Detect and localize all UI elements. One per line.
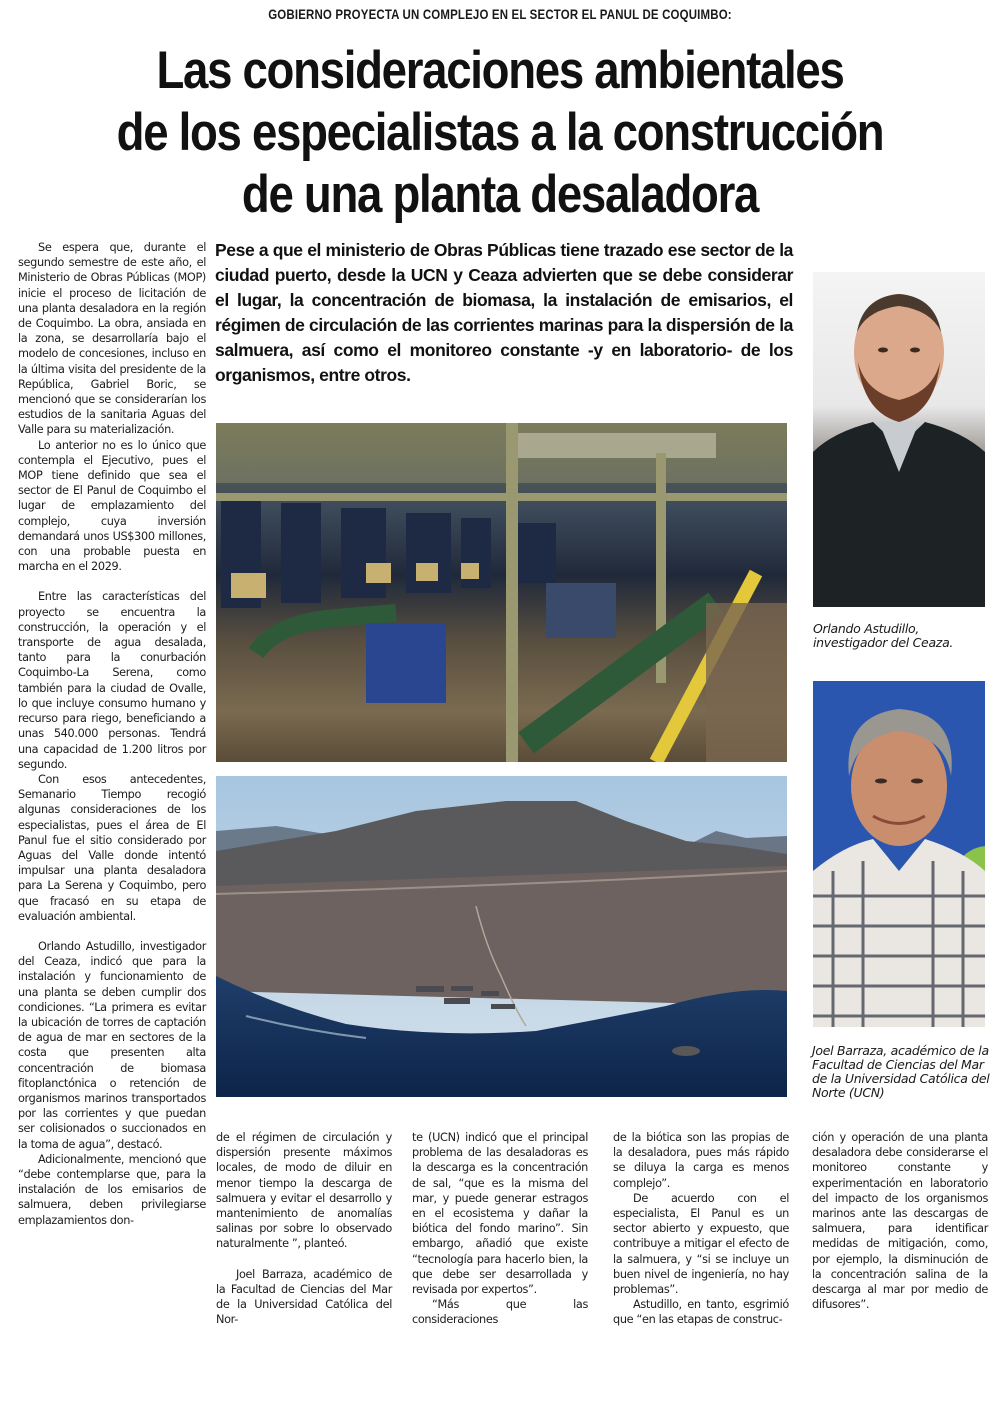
headline-line-3: de una planta desaladora: [241, 165, 759, 224]
aerial-coast-illustration: [216, 776, 787, 1097]
paragraph: de el régimen de circulación y dispersión presente máximos locales, de modo de diluir en menor tiempo la descarga de salmuera y evitar el desarrollo y mantenimiento de anomalías salinas por sobre lo observado naturalmente ”, planteó.: [216, 1131, 392, 1251]
body-column-5: [812, 1130, 988, 1312]
paragraph: Con esos antecedentes, Semanario Tiempo recogió algunas consideraciones de los especialistas, pues el área de El Panul fue el sitio considerado por Aguas del Valle donde intentó impulsar una planta desaladora para La Serena y Coquimbo, pero que fracasó en su etapa de evaluación ambiental.: [18, 772, 206, 923]
body-column-3: [412, 1130, 588, 1328]
lede-paragraph: Pese a que el ministerio de Obras Públicas tiene trazado ese sector de la ciudad puerto, desde la UCN y Ceaza advierten que se debe considerar el lugar, la concentración de biomasa, la instalación de emisarios, el régimen de circulación de las corrientes marinas para la dispersión de la salmuera, así como el monitoreo constante -y en laboratorio- de los organismos, entre otros.: [215, 240, 793, 385]
paragraph: Astudillo, en tanto, esgrimió que “en las etapas de construc-: [613, 1298, 789, 1327]
paragraph: Adicionalmente, mencionó que “debe contemplarse que, para la instalación de los emisarios de salmuera, deben privilegiarse emplazamientos don-: [18, 1152, 206, 1227]
paragraph: De acuerdo con el especialista, El Panul es un sector abierto y expuesto, que contribuye a mitigar el efecto de la salmuera, y “si se incluye un buen nivel de ingeniería, no hay problemas”.: [613, 1191, 789, 1297]
body-column-2: [216, 1130, 392, 1327]
body-column-1: [18, 240, 206, 1228]
plant-interior-illustration: [216, 423, 787, 762]
portrait-joel-barraza: [813, 681, 985, 1027]
portrait-orlando-astudillo: [813, 272, 985, 607]
paragraph: de la biótica son las propias de la desaladora, pues más rápido se diluya la carga es menos complejo”.: [613, 1131, 789, 1190]
headline: [0, 40, 1000, 226]
kicker: GOBIERNO PROYECTA UN COMPLEJO EN EL SECTOR EL PANUL DE COQUIMBO:: [268, 6, 732, 22]
caption-astudillo: Orlando Astudillo, investigador del Ceaza.: [813, 621, 954, 650]
headline-line-1: Las consideraciones ambientales: [156, 41, 844, 100]
body-column-4: [613, 1130, 789, 1328]
paragraph: Lo anterior no es lo único que contempla el Ejecutivo, pues el MOP tiene definido que sea el sector de El Panul de Coquimbo el lugar de emplazamiento del complejo, cuya inversión demandará unos US$300 millones, con una probable puesta en marcha en el 2029.: [18, 438, 206, 574]
paragraph: Se espera que, durante el segundo semestre de este año, el Ministerio de Obras Públicas (MOP) inicie el proceso de licitación de una planta desaladora en la región de Coquimbo. La obra, ansiada en la zona, se desarrollaría bajo el modelo de concesiones, incluso en la última visita del presidente de la República, Gabriel Boric, se mencionó que se considerarían los estudios de la sanitaria Aguas del Valle para su materialización.: [18, 241, 206, 437]
paragraph: te (UCN) indicó que el principal problema de las desaladoras es la descarga es la concentración de sal, “que es la misma del mar, y puede generar estragos en el ecosistema y dañar la biótica del fondo marino”. Sin embargo, añadió que existe “tecnología para hacerlo bien, la que debe ser desarrollada y revisada por expertos”.: [412, 1131, 588, 1297]
photo-plant-interior: [216, 423, 787, 762]
paragraph: Entre las características del proyecto se encuentra la construcción, la operación y el transporte de agua desalada, tanto para la conurbación Coquimbo-La Serena, como también para la ciudad de Ovalle, lo que incluye consumo humano y recurso para riego, beneficiando a unas 540.000 personas. Tendrá una capacidad de 1.200 litros por segundo.: [18, 590, 206, 771]
headline-line-2: de los especialistas a la construcción: [116, 103, 884, 162]
paragraph: Orlando Astudillo, investigador del Ceaza, indicó que para la instalación y funcionamiento de una planta se deben cumplir dos condiciones. “La primera es evitar la ubicación de torres de captación de agua de mar en sectores de la costa que presenten alta concentración de biomasa fitoplanctónica o retención de organismos marinos transportados por las corrientes y que puedan ser colisionados o succionados en la toma de agua”, destacó.: [18, 939, 206, 1151]
paragraph: Joel Barraza, académico de la Facultad de Ciencias del Mar de la Universidad Católica del Nor-: [216, 1267, 392, 1327]
paragraph: “Más que las consideraciones: [412, 1298, 588, 1327]
barraza-portrait-illustration: [813, 681, 985, 1027]
paragraph: ción y operación de una planta desaladora debe considerarse el monitoreo constante y experimentación en laboratorio del impacto de los organismos marinos ante las descargas de salmuera, para identificar medidas de mitigación, como, por ejemplo, la disminución de la concentración salina de la descarga al mar por medio de difusores”.: [812, 1131, 988, 1312]
photo-el-panul-aerial: [216, 776, 787, 1097]
astudillo-portrait-illustration: [813, 272, 985, 607]
caption-barraza: Joel Barraza, académico de la Facultad de Ciencias del Mar de la Universidad Católica del Norte (UCN): [812, 1043, 990, 1100]
